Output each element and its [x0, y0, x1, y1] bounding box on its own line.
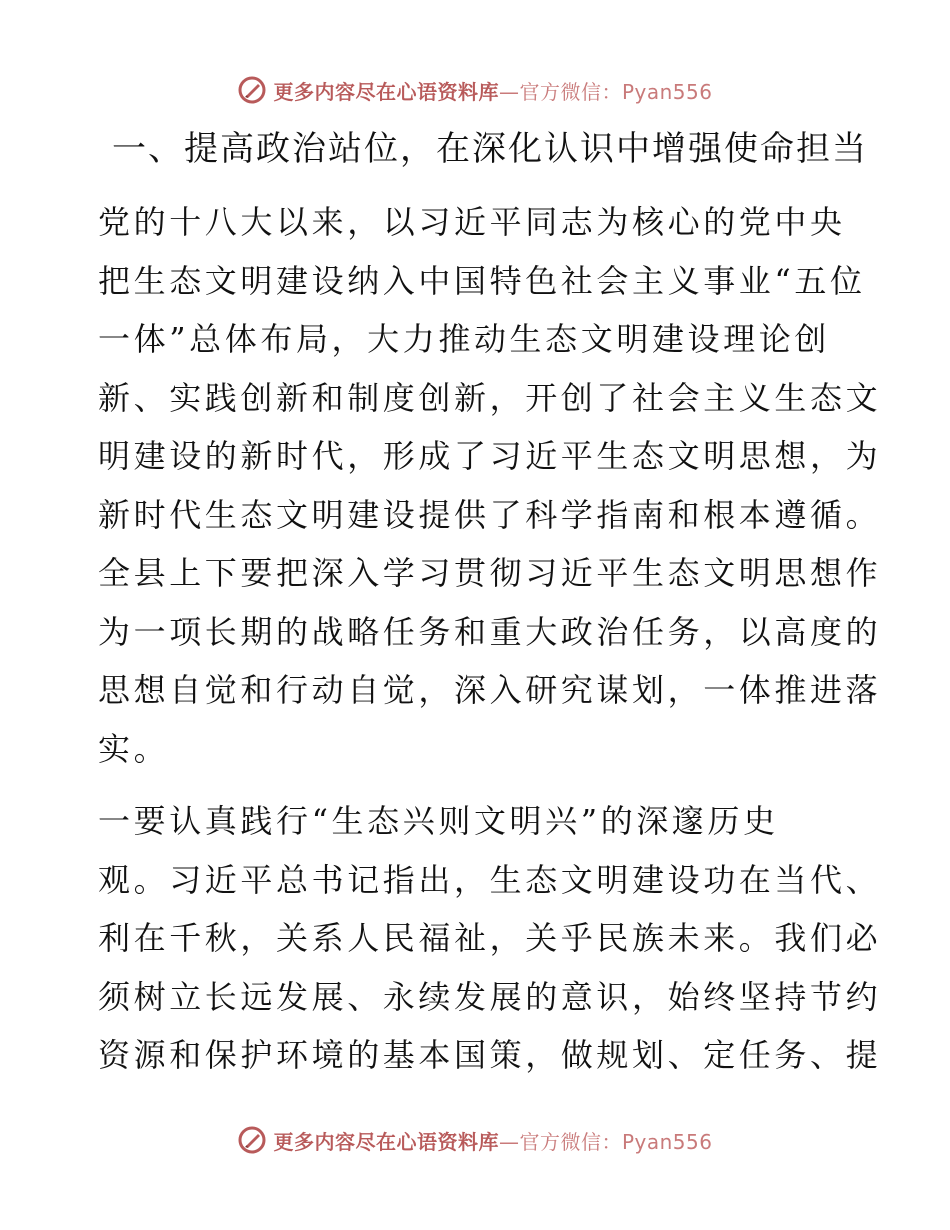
- paragraph-line: 把生态文明建设纳入中国特色社会主义事业“五位: [98, 261, 866, 300]
- paragraph-line: 全县上下要把深入学习贯彻习近平生态文明思想作: [98, 554, 882, 592]
- pen-logo-icon: [237, 1125, 267, 1155]
- paragraph-line: 为一项长期的战略任务和重大政治任务，以高度的: [98, 612, 882, 651]
- paragraph-line: 一要认真践行“生态兴则文明兴”的深邃历史: [98, 802, 779, 840]
- paragraph-line: 一体”总体布局，大力推动生态文明建设理论创: [98, 320, 830, 358]
- paragraph-line: 明建设的新时代，形成了习近平生态文明思想，为: [98, 437, 882, 475]
- watermark-header: [0, 70, 950, 110]
- paragraph-line: 新时代生态文明建设提供了科学指南和根本遵循。: [98, 495, 882, 534]
- paragraph-line: 须树立长远发展、永续发展的意识，始终坚持节约: [98, 977, 882, 1016]
- watermark-footer: [0, 1120, 950, 1160]
- paragraph-line: 利在千秋，关系人民福祉，关乎民族未来。我们必: [98, 919, 882, 957]
- watermark-main-text: 更多内容尽在心语资料库: [273, 79, 499, 104]
- watermark-sub-text: —官方微信：Pyan556: [498, 1129, 713, 1154]
- paragraph-line: 思想自觉和行动自觉，深入研究谋划，一体推进落: [98, 671, 882, 709]
- paragraph-line: 党的十八大以来，以习近平同志为核心的党中央: [98, 203, 846, 241]
- paragraph-line: 实。: [98, 729, 170, 768]
- paragraph-1: [98, 193, 882, 778]
- paragraph-line: 新、实践创新和制度创新，开创了社会主义生态文: [98, 378, 882, 417]
- watermark-sub-text: —官方微信：Pyan556: [498, 79, 713, 104]
- paragraph-line: 资源和保护环境的基本国策，做规划、定任务、提: [98, 1036, 882, 1074]
- pen-logo-icon: [237, 75, 267, 105]
- paragraph-line: 观。习近平总书记指出，生态文明建设功在当代、: [98, 860, 882, 899]
- section-heading: 一、提高政治站位，在深化认识中增强使命担当: [112, 129, 868, 169]
- paragraph-2: [98, 792, 882, 1085]
- watermark-main-text: 更多内容尽在心语资料库: [273, 1129, 499, 1154]
